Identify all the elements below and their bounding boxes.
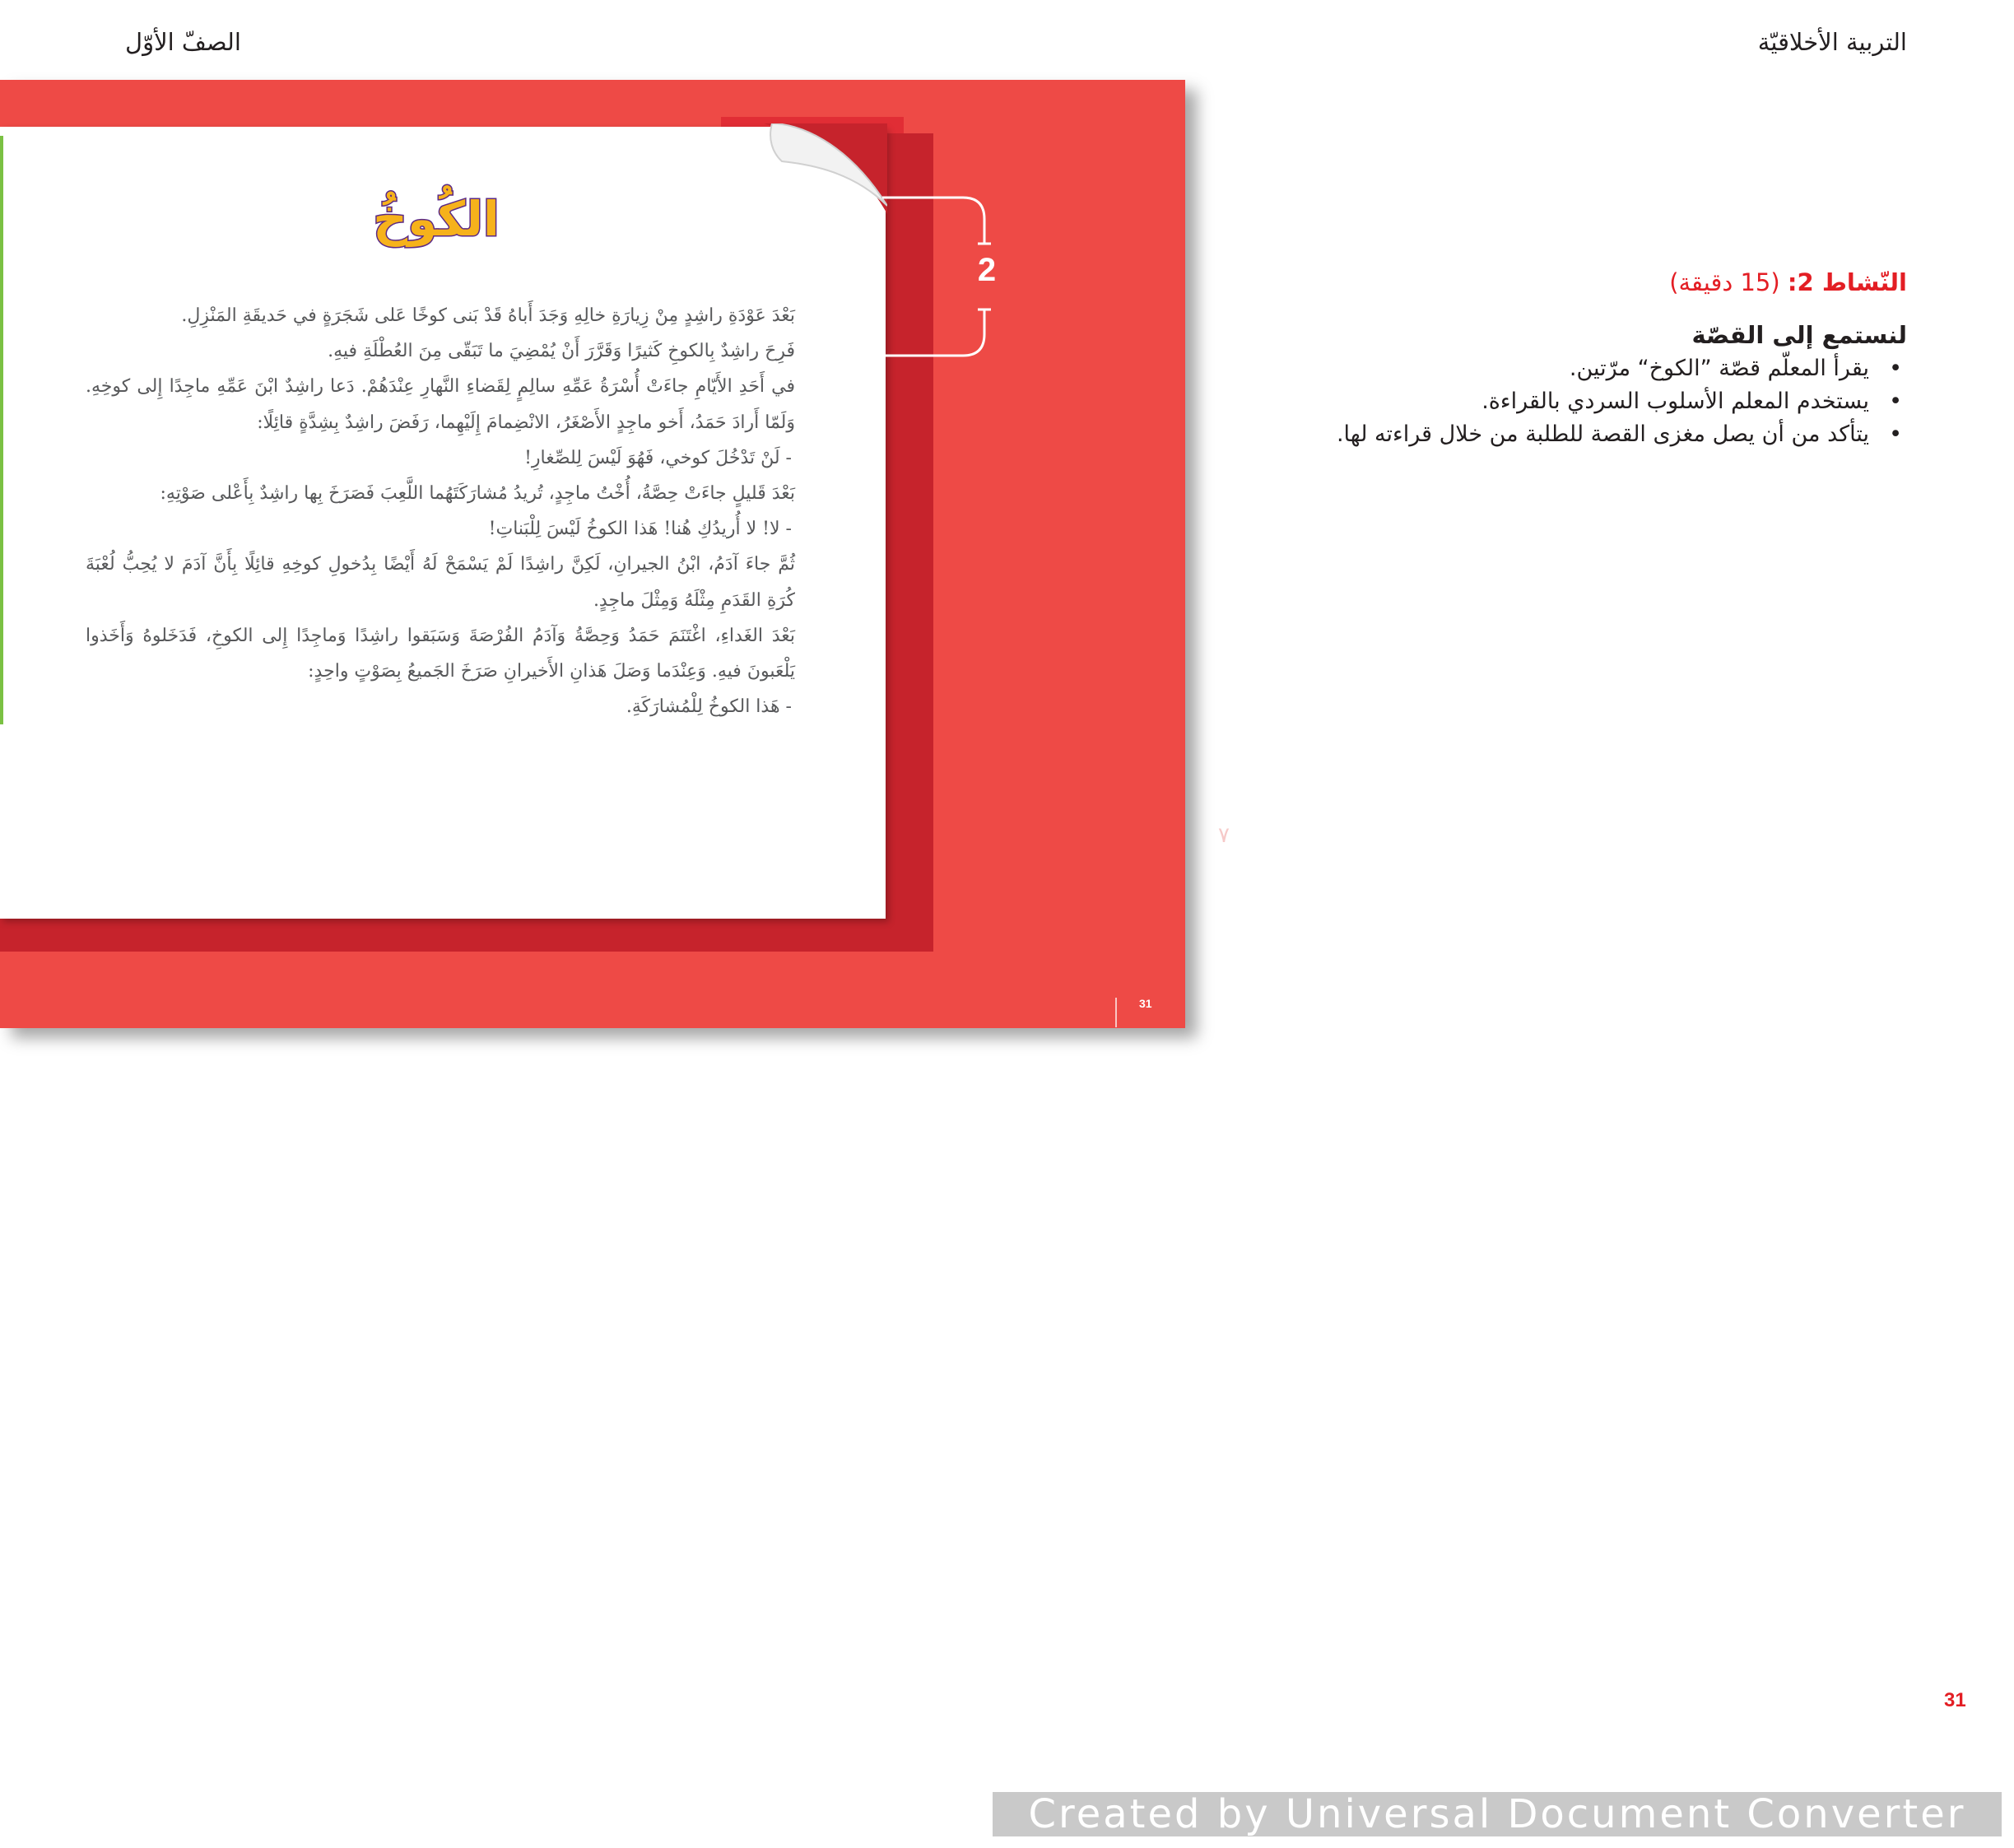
bullet-icon: • bbox=[1889, 389, 1902, 414]
page-curl-icon bbox=[764, 123, 887, 214]
bullet-icon: • bbox=[1889, 421, 1902, 447]
activity-list bbox=[1281, 352, 1907, 451]
activity-duration: (15 دقيقة) bbox=[1669, 268, 1780, 296]
page-number: 31 bbox=[1944, 1689, 1966, 1711]
list-item bbox=[1281, 418, 1907, 451]
faint-mark: ٧ bbox=[1218, 823, 1230, 848]
story-paragraph: ثُمَّ جاءَ آدَمُ، ابْنُ الجيرانِ، لَكِنَّ راشِدًا لَمْ يَسْمَحْ لَهُ أَيْضًا بِدُخولِ كوخِهِ قائِلًا بِأَنَّ آدَمَ لا يُحِبُّ لُعْبَةَ كُرَةِ القَدَمِ مِثْلَهُ وَمِثْلَ ماجِدٍ. bbox=[86, 554, 795, 611]
header-subject: التربية الأخلاقيّة bbox=[1757, 28, 1907, 56]
step-number: 2 bbox=[977, 252, 997, 288]
header-grade: الصفّ الأوّل bbox=[125, 28, 241, 56]
story-dialogue: - لا! لا أُريدُكِ هُنا! هَذا الكوخُ لَيْسَ لِلْبَناتِ! bbox=[488, 519, 792, 540]
watermark-banner: Created by Universal Document Converter bbox=[993, 1792, 2002, 1836]
list-item-text: يقرأ المعلّم قصّة ”الكوخ“ مرّتين. bbox=[1569, 356, 1869, 381]
story-paragraph: بَعْدَ الغَداءِ، اغْتَنَمَ حَمَدُ وَحِصَّةُ وَآدَمُ الفُرْصَةَ وَسَبَقوا راشِدًا وَماجِدًا إِلى الكوخِ، فَدَخَلوهُ وَأَخَذوا يَلْعَبونَ فيهِ. وَعِنْدَما وَصَلَ هَذانِ الأَخيرانِ صَرَخَ الجَميعُ بِصَوْتٍ واحِدٍ: bbox=[86, 625, 795, 682]
book-page-divider bbox=[1115, 998, 1117, 1027]
list-item-text: يتأكد من أن يصل مغزى القصة للطلبة من خلال قراءته لها. bbox=[1336, 421, 1869, 447]
book-page-number: 31 bbox=[1139, 997, 1152, 1010]
story-paragraph: بَعْدَ قَليلٍ جاءَتْ حِصَّةُ، أُخْتُ ماجِدٍ، تُريدُ مُشارَكَتَهُما اللَّعِبَ فَصَرَخَ بِها راشِدٌ بِأَعْلى صَوْتِهِ: bbox=[160, 483, 795, 505]
story-text bbox=[86, 298, 795, 724]
book-green-edge bbox=[0, 136, 3, 724]
activity-title-label: النّشاط 2: bbox=[1787, 268, 1907, 296]
list-item bbox=[1281, 385, 1907, 418]
story-paragraph: فَرِحَ راشِدٌ بِالكوخِ كَثيرًا وَقَرَّرَ أَنْ يُمْضِيَ ما تَبَقّى مِنَ العُطْلَةِ فيهِ. bbox=[328, 341, 795, 362]
story-dialogue: - هَذا الكوخُ لِلْمُشارَكَةِ. bbox=[626, 696, 792, 718]
list-item bbox=[1281, 352, 1907, 385]
bullet-icon: • bbox=[1889, 356, 1902, 381]
activity-subtitle: لنستمع إلى القصّة bbox=[1691, 321, 1907, 349]
story-paragraph: بَعْدَ عَوْدَةِ راشِدٍ مِنْ زِيارَةِ خالِهِ وَجَدَ أَباهُ قَدْ بَنى كوخًا عَلى شَجَرَةٍ في حَديقَةِ المَنْزِلِ. bbox=[181, 305, 795, 326]
story-paragraph: في أَحَدِ الأَيّامِ جاءَتْ أُسْرَةُ عَمِّهِ سالِمٍ لِقَضاءِ النَّهارِ عِنْدَهُمْ. دَعا راشِدٌ ابْنَ عَمِّهِ ماجِدًا إِلى كوخِهِ. وَلَمّا أَرادَ حَمَدُ، أَخو ماجِدٍ الأَصْغَرُ، الانْضِمامَ إِلَيْهِما، رَفَضَ راشِدٌ بِشِدَّةٍ قائِلًا: bbox=[86, 376, 795, 433]
list-item-text: يستخدم المعلم الأسلوب السردي بالقراءة. bbox=[1481, 389, 1869, 414]
story-title: الكُوخُ bbox=[373, 191, 500, 247]
story-dialogue: - لَنْ تَدْخُلَ كوخي، فَهُوَ لَيْسَ لِلصِّغارِ! bbox=[524, 447, 792, 468]
activity-title bbox=[1669, 268, 1907, 296]
